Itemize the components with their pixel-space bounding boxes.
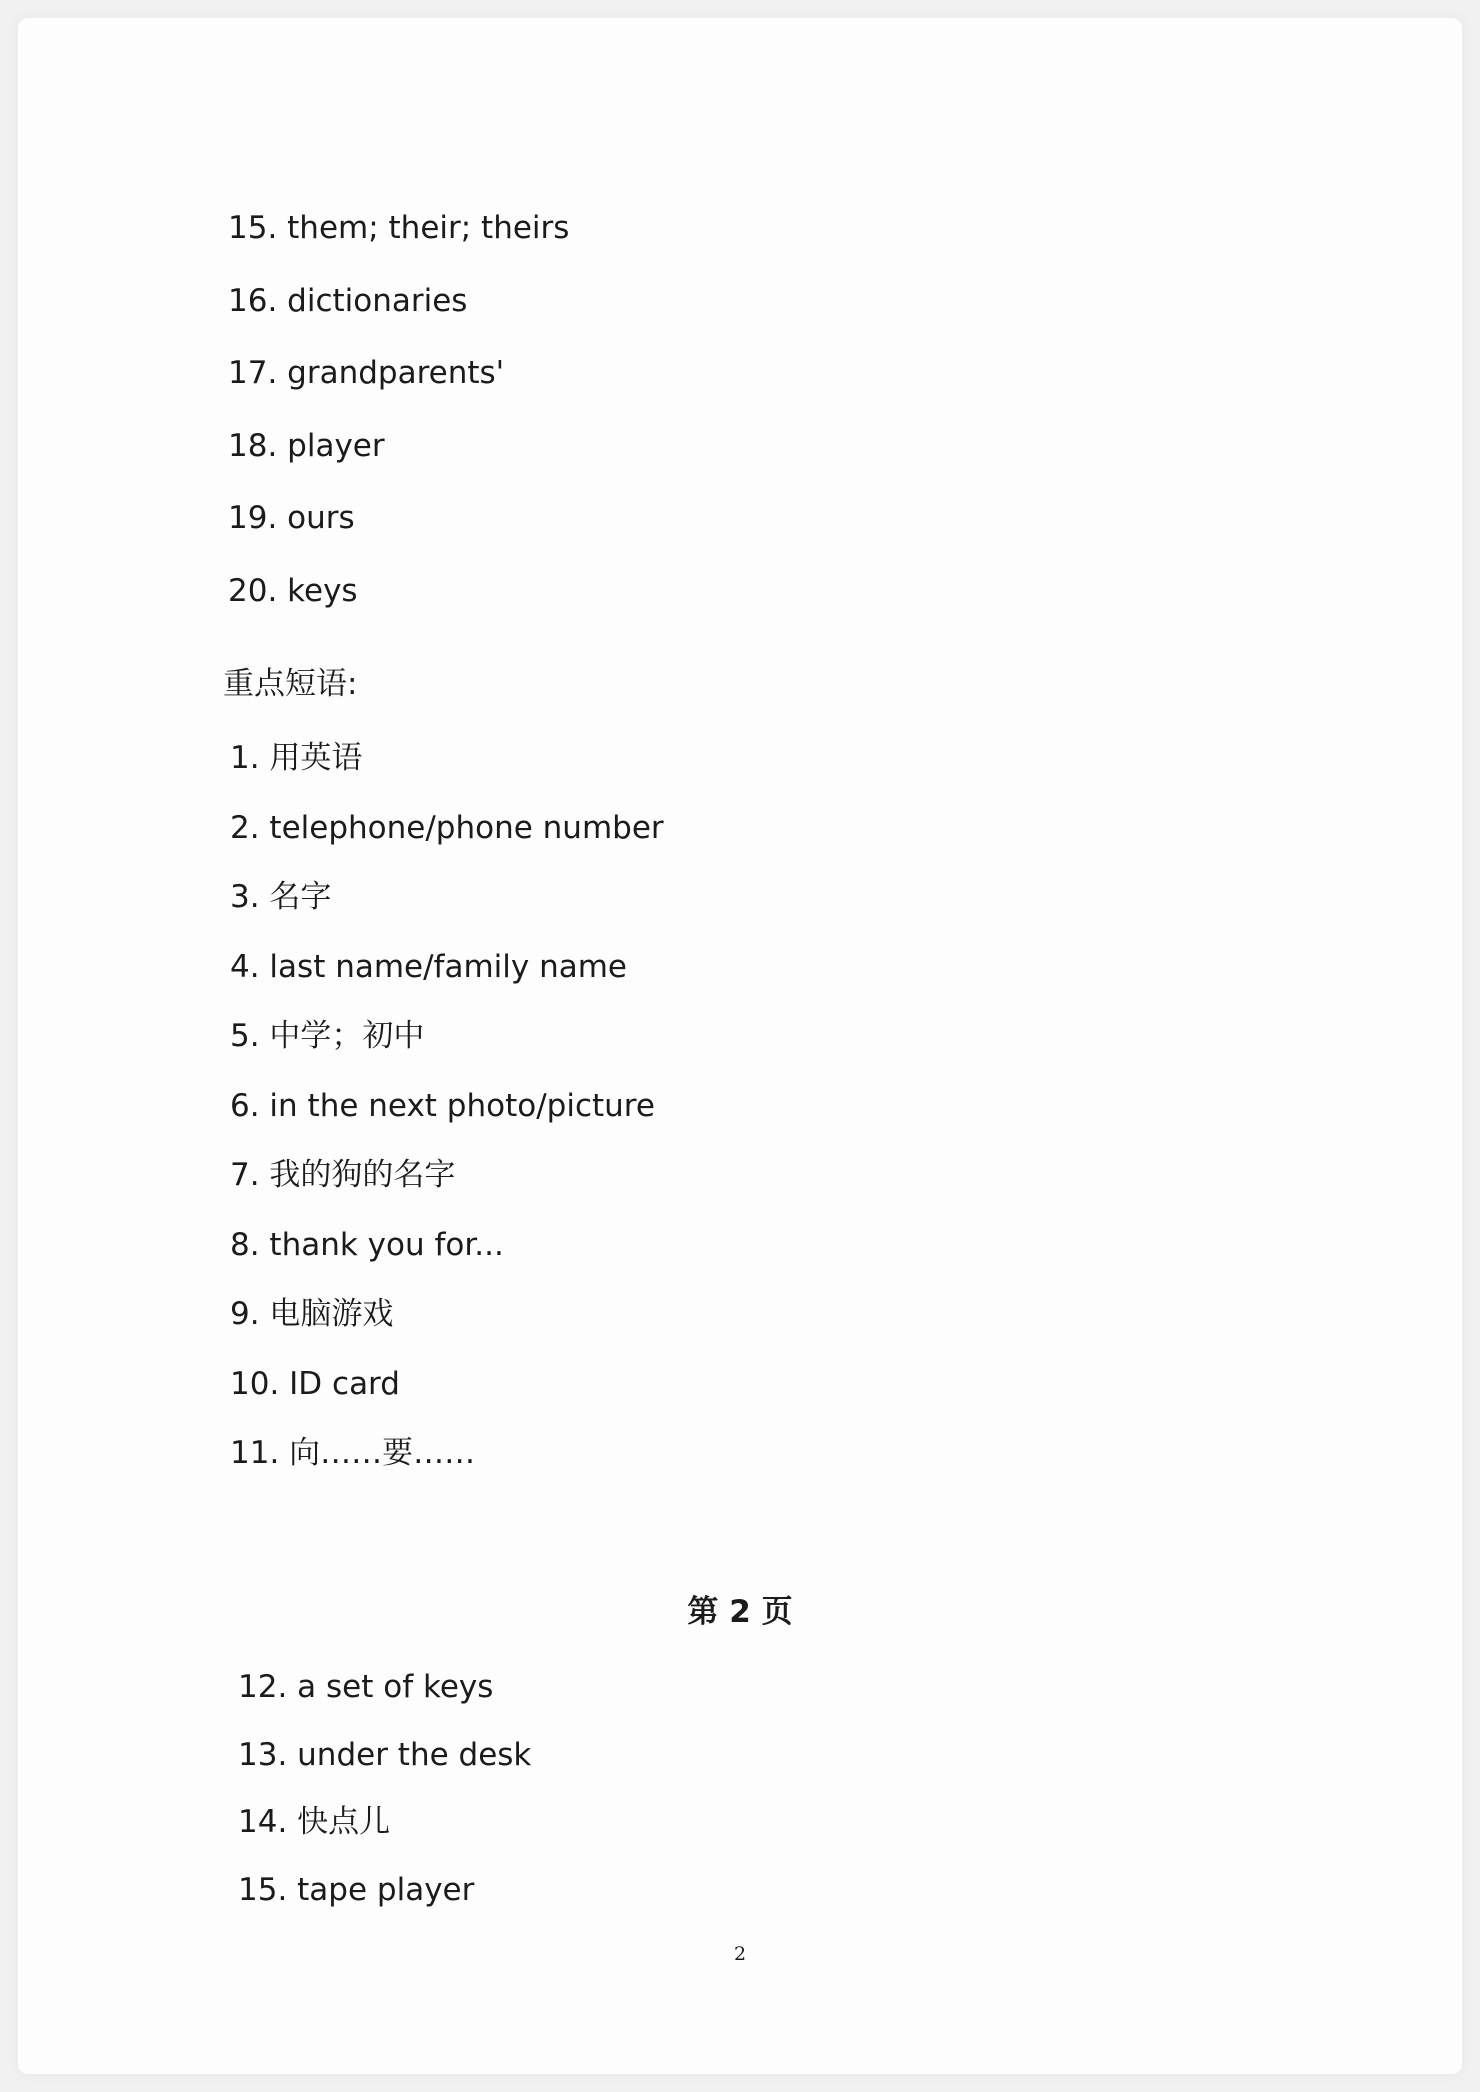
list-item: 11. 向……要…… xyxy=(230,1435,476,1471)
list-item: 10. ID card xyxy=(230,1366,400,1402)
list-item: 19. ours xyxy=(228,500,355,536)
list-item: 12. a set of keys xyxy=(238,1669,494,1705)
list-item: 8. thank you for... xyxy=(230,1227,504,1263)
list-item: 14. 快点儿 xyxy=(238,1804,391,1840)
list-item: 3. 名字 xyxy=(230,879,332,915)
page-title: 第 2 页 xyxy=(687,1594,793,1630)
list-item: 1. 用英语 xyxy=(230,740,363,776)
list-item: 4. last name/family name xyxy=(230,949,628,985)
list-item: 18. player xyxy=(228,428,385,464)
list-item: 15. them; their; theirs xyxy=(228,210,570,246)
list-item: 6. in the next photo/picture xyxy=(230,1088,655,1124)
page-number: 2 xyxy=(733,1943,747,1965)
list-item: 16. dictionaries xyxy=(228,283,468,319)
list-item: 13. under the desk xyxy=(238,1737,532,1773)
list-item: 20. keys xyxy=(228,573,358,609)
list-item: 9. 电脑游戏 xyxy=(230,1296,394,1332)
section-heading: 重点短语: xyxy=(223,666,358,702)
list-item: 15. tape player xyxy=(238,1872,475,1908)
list-item: 7. 我的狗的名字 xyxy=(230,1157,456,1193)
list-item: 2. telephone/phone number xyxy=(230,810,664,846)
list-item: 5. 中学；初中 xyxy=(230,1018,425,1054)
list-item: 17. grandparents' xyxy=(228,355,505,391)
